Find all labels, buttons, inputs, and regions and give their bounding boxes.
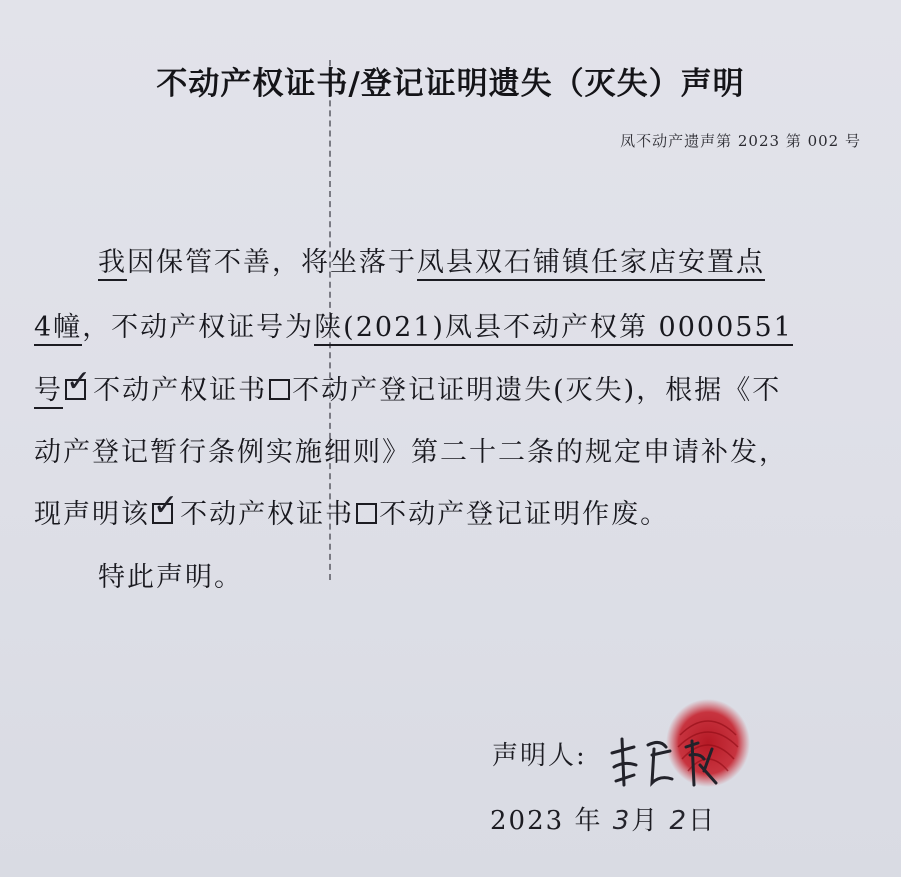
body-line-3 <box>34 364 782 407</box>
declarant-pronoun: 我 <box>98 247 127 281</box>
document-title: 不动产权证书/登记证明遗失（灭失）声明 <box>156 66 745 102</box>
option-certificate-label: 不动产权证书 <box>93 375 268 406</box>
property-location: 凤县双石铺镇任家店安置点 <box>417 247 765 281</box>
certificate-number-cont: 号 <box>34 375 63 409</box>
date-year-unit: 年 <box>574 806 603 836</box>
date-month-unit: 月 <box>631 806 660 836</box>
date-day-unit: 日 <box>688 806 717 836</box>
checkmark-icon: ✓ <box>66 364 94 399</box>
body-text-4: 动产登记暂行条例实施细则》第二十二条的规定申请补发， <box>34 437 788 468</box>
body-line-4 <box>34 430 788 469</box>
checkbox-registration-proof <box>269 379 290 400</box>
void-certificate-label: 不动产权证书 <box>180 499 355 530</box>
option-registration-label: 不动产登记证明遗失(灭失)，根据《不 <box>292 375 782 406</box>
signature-with-fingerprint <box>600 695 760 805</box>
body-text-1: 因保管不善，将坐落于 <box>127 247 417 278</box>
checkbox-registration-void <box>356 503 377 524</box>
signature-row <box>492 735 587 772</box>
date-day: 2 <box>669 806 689 836</box>
closing-statement: 特此声明。 <box>98 562 243 593</box>
date-year: 2023 <box>490 806 565 836</box>
document-number: 凤不动产遗声第 2023 第 002 号 <box>620 132 861 150</box>
body-line-1 <box>98 240 765 279</box>
body-line-2 <box>34 305 793 344</box>
checkmark-icon: ✓ <box>153 488 181 523</box>
date-month: 3 <box>612 806 632 836</box>
void-registration-label: 不动产登记证明作废。 <box>379 499 670 530</box>
body-text-5: 现声明该 <box>34 499 150 530</box>
property-location-cont: 4幢 <box>34 312 82 346</box>
body-line-6 <box>98 555 243 594</box>
body-line-5 <box>34 488 670 531</box>
certificate-number: 陕(2021)凤县不动产权第 0000551 <box>314 312 793 346</box>
declaration-date <box>490 800 716 837</box>
signature-label: 声明人: <box>492 741 587 771</box>
body-text-2: ，不动产权证号为 <box>82 312 315 343</box>
